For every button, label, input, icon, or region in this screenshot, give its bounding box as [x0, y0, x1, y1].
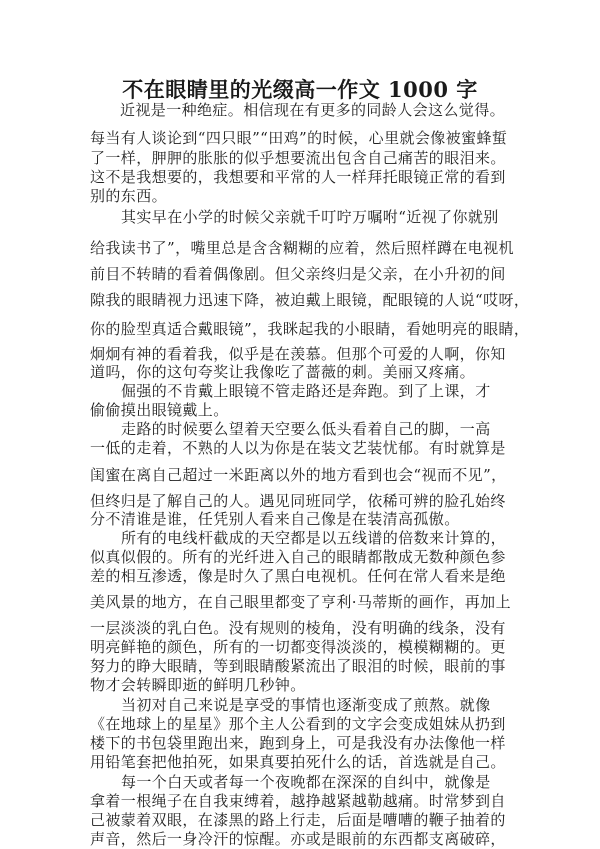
- body-line: 倔强的不肯戴上眼镜不管走路还是奔跑。到了上课，才: [121, 382, 491, 400]
- body-line: 这不是我想要的，我想要和平常的人一样拜托眼镜正常的看到: [90, 168, 506, 186]
- body-line: 《在地球上的星星》那个主人公看到的文字会变成姐妹从扔到: [90, 715, 506, 733]
- body-line: 似真似假的。所有的光纤进入自己的眼睛都散成无数种颜色参: [90, 548, 506, 566]
- body-line: 闺蜜在离自己超过一米距离以外的地方看到也会“视而不见”，: [90, 466, 507, 484]
- body-line: 偷偷摸出眼镜戴上。: [90, 401, 229, 419]
- body-line: 物才会转瞬即逝的鲜明几秒钟。: [90, 676, 306, 694]
- body-line: 别的东西。: [90, 187, 168, 205]
- body-line: 但终归是了解自己的人。遇见同班同学，依稀可辨的脸孔始终: [90, 492, 506, 510]
- body-line: 所有的电线杆截成的天空都是以五线谱的倍数来计算的，: [121, 529, 507, 547]
- body-line: 美风景的地方，在自己眼里都变了亨利·马蒂斯的画作，再加上: [90, 593, 511, 611]
- body-line: 每当有人谈论到“四只眼”“田鸡”的时候，心里就会像被蜜蜂蜇: [90, 129, 508, 147]
- body-line: 给我读书了”，嘴里总是含含糊糊的应着，然后照样蹲在电视机: [90, 239, 514, 257]
- body-line: 了一样，胛胛的胀胀的似乎想要流出包含自己痛苦的眼泪来。: [90, 149, 506, 167]
- body-line: 己被蒙着双眼，在漆黑的路上行走，后面是嘈嘈的鞭子抽着的: [90, 811, 506, 829]
- body-line: 其实早在小学的时候父亲就千叮咛万嘱咐“近视了你就别: [121, 208, 499, 226]
- body-line: 走路的时候要么望着天空要么低头看着自己的脚，一高: [121, 420, 491, 438]
- body-line: 声音，然后一身冷汗的惊醒。亦或是眼前的东西都支离破碎，: [90, 830, 506, 848]
- body-line: 明亮鲜艳的颜色，所有的一切都变得淡淡的，模模糊糊的。更: [90, 638, 506, 656]
- body-line: 道吗，你的这句夸奖让我像吃了蔷薇的刺。美丽又疼痛。: [90, 363, 476, 381]
- body-line: 用铅笔套把他拍死，如果真要拍死什么的话，首选就是自己。: [90, 753, 506, 771]
- body-line: 近视是一种绝症。相信现在有更多的同龄人会这么觉得。: [120, 101, 506, 119]
- body-line: 隙我的眼睛视力迅速下降，被迫戴上眼镜，配眼镜的人说“哎呀，: [90, 291, 530, 309]
- body-line: 当初对自己来说是享受的事情也逐渐变成了煎熬。就像: [121, 696, 491, 714]
- body-line: 你的脸型真适合戴眼镜”，我眯起我的小眼睛，看她明亮的眼睛，: [90, 320, 530, 338]
- document-title: 不在眼睛里的光缀高一作文 1000 字: [122, 77, 478, 102]
- body-line: 差的相互渗透，像是时久了黑白电视机。任何在常人看来是绝: [90, 567, 506, 585]
- body-line: 楼下的书包袋里跑出来，跑到身上，可是我没有办法像他一样: [90, 734, 506, 752]
- body-line: 前目不转睛的看着偶像剧。但父亲终归是父亲，在小升初的间: [90, 265, 506, 283]
- body-line: 努力的睁大眼睛，等到眼睛酸紧流出了眼泪的时候，眼前的事: [90, 657, 506, 675]
- body-line: 拿着一根绳子在自我束缚着，越挣越紧越勒越痛。时常梦到自: [90, 792, 506, 810]
- body-line: 每一个白天或者每一个夜晚都在深深的自纠中，就像是: [121, 773, 491, 791]
- body-line: 一层淡淡的乳白色。没有规则的棱角，没有明确的线条，没有: [90, 619, 506, 637]
- body-line: 一低的走着，不熟的人以为你是在装文艺装忧郁。有时就算是: [90, 439, 506, 457]
- body-line: 炯炯有神的看着我，似乎是在羡慕。但那个可爱的人啊，你知: [90, 345, 506, 363]
- body-line: 分不清谁是谁，任凭别人看来自己像是在装清高孤傲。: [90, 510, 460, 528]
